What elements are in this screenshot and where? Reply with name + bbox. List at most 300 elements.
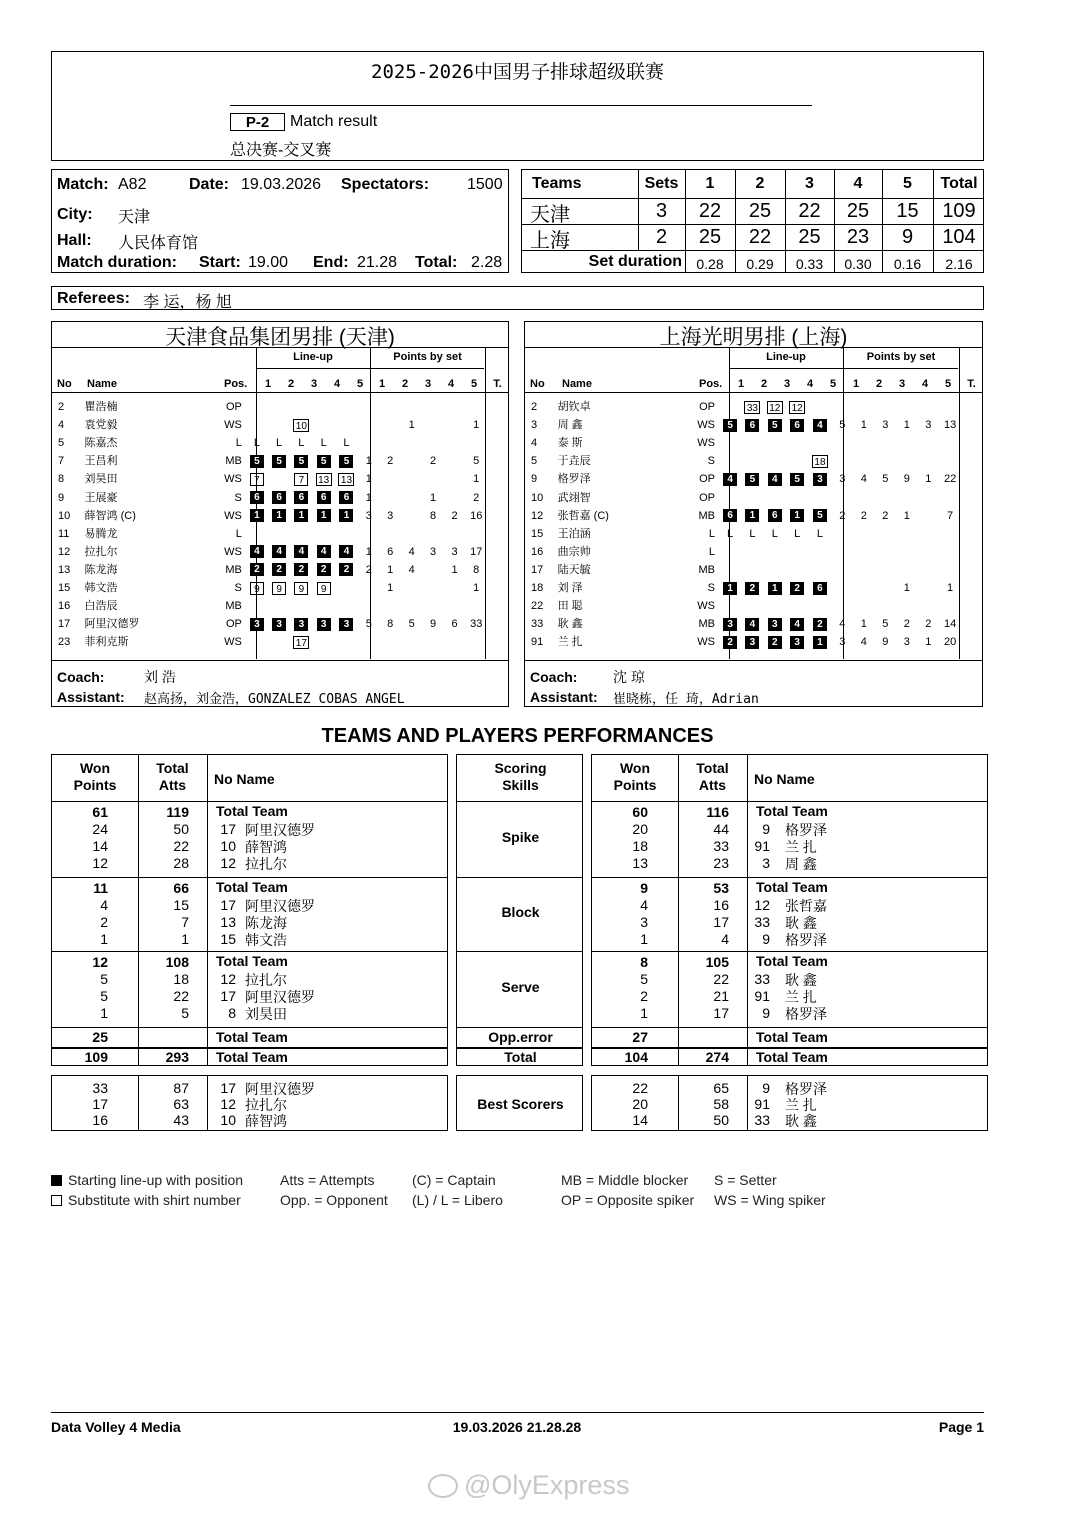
starting-position-box: 5 [250, 455, 264, 468]
set4-duration: 0.30 [844, 256, 872, 272]
player-row [52, 525, 510, 543]
starting-position-box: 2 [339, 563, 353, 576]
points-set-5 [444, 579, 465, 597]
points-set-2 [380, 525, 401, 543]
player-pos: WS [697, 636, 715, 649]
total-header: Total [156, 760, 189, 776]
date-label: Date: [189, 176, 230, 193]
points-set-5: 1 [925, 636, 932, 649]
p5-header: 5 [470, 378, 478, 390]
lineup-set-1 [719, 434, 741, 452]
starting-position-box: 6 [294, 491, 308, 504]
player-name: 格罗泽 [785, 822, 827, 838]
player-row [52, 470, 510, 488]
points-set-2 [853, 525, 875, 543]
legend-mb: MB = Middle blocker [561, 1172, 689, 1188]
points-set-2 [380, 398, 401, 416]
starting-position-box: 6 [723, 509, 737, 522]
won-points: 20 [632, 821, 648, 837]
points-set-3: 4 [408, 545, 415, 558]
points-set-2 [853, 488, 875, 506]
lineup-set-1 [719, 561, 741, 579]
starting-position-box: 2 [768, 636, 782, 649]
player-pos: S [707, 455, 715, 468]
player-name: 菲利克斯 [84, 636, 129, 649]
footer-right: Page 1 [938, 1419, 984, 1435]
lineup-set-5 [808, 525, 831, 543]
lineup-set-5 [335, 597, 358, 615]
starting-position-box: 5 [294, 455, 308, 468]
points-set-1 [832, 398, 854, 416]
lineup-set-2 [268, 398, 290, 416]
score-team-a: 天津 [530, 204, 570, 226]
lu5-header: 5 [829, 378, 837, 390]
lineup-set-4 [313, 597, 335, 615]
player-no: 16 [531, 545, 544, 558]
points-set-3 [875, 543, 897, 561]
p4-header: 4 [447, 378, 455, 390]
won-points: 13 [632, 855, 648, 871]
best-scorers-left [51, 1075, 448, 1131]
points-by-set-header: Points by set [393, 351, 462, 363]
points-set-5 [918, 452, 940, 470]
player-total [939, 452, 961, 470]
player-pos: L [235, 437, 242, 450]
total-atts: 274 [705, 1049, 729, 1065]
lineup-set-2 [741, 633, 763, 651]
player-pos: S [707, 581, 715, 594]
points-set-5: 1 [925, 473, 932, 486]
header-box [51, 51, 984, 161]
points-set-5 [918, 398, 940, 416]
player-no: 3 [762, 855, 770, 871]
total-team-label: Total Team [216, 803, 288, 819]
won-points: 25 [92, 1029, 108, 1045]
won-points: 5 [640, 971, 648, 987]
points-set-2 [380, 488, 401, 506]
player-row [52, 398, 510, 416]
player-name: 韩文浩 [245, 932, 287, 948]
player-no: 9 [762, 931, 770, 947]
starting-position-box: 6 [790, 419, 804, 432]
player-total [939, 543, 961, 561]
lineup-set-2 [268, 434, 290, 452]
points-set-4: 1 [430, 491, 437, 504]
won-points: 2 [640, 988, 648, 1004]
legend-opp: Opp. = Opponent [280, 1192, 388, 1208]
lineup-set-1 [719, 633, 741, 651]
lineup-set-1 [719, 507, 741, 525]
points-set-4: 2 [903, 618, 910, 631]
starting-position-box: 2 [790, 582, 804, 595]
team-b-roster [524, 321, 983, 707]
lineup-set-2 [268, 416, 290, 434]
player-name: 于垚辰 [557, 455, 591, 468]
player-no: 9 [58, 491, 65, 504]
starting-position-box: 1 [768, 582, 782, 595]
player-pos: MB [225, 455, 242, 468]
score-header-total: Total [940, 175, 978, 192]
points-set-4 [422, 579, 443, 597]
player-name: 武翊智 [557, 491, 591, 504]
lineup-set-5 [335, 633, 358, 651]
won-points: 5 [100, 988, 108, 1004]
points-set-3: 5 [882, 618, 889, 631]
lineup-set-4 [786, 633, 808, 651]
points-set-3 [401, 488, 422, 506]
won-points: 1 [640, 1005, 648, 1021]
score-a-s5: 15 [896, 200, 919, 222]
libero-mark: L [816, 527, 824, 540]
player-row [525, 525, 984, 543]
player-name: 白浩辰 [84, 600, 118, 613]
lineup-set-4 [786, 597, 808, 615]
points-set-1 [358, 525, 379, 543]
player-name: 格罗泽 [557, 473, 591, 486]
points-header: Points [73, 777, 117, 793]
scoring-header: Scoring [494, 760, 547, 776]
lineup-set-3 [764, 597, 786, 615]
total-atts: 7 [181, 914, 189, 930]
lu2-header: 2 [760, 378, 768, 390]
lineup-set-3 [290, 525, 312, 543]
lineup-set-5 [335, 615, 358, 633]
total-value: 2.28 [471, 254, 503, 271]
lineup-set-3 [290, 633, 312, 651]
total-atts: 17 [713, 1005, 729, 1021]
score-b-s4: 23 [846, 226, 870, 248]
player-total: 5 [473, 455, 480, 468]
lineup-set-5 [808, 507, 831, 525]
player-name: 兰 扎 [785, 1097, 817, 1113]
points-set-1: 2 [365, 563, 372, 576]
lineup-set-4 [786, 579, 808, 597]
points-set-1: 3 [839, 636, 846, 649]
player-no: 33 [531, 618, 544, 631]
team-b-assistant: 崔晓栋，任 琦，Adrian [613, 692, 759, 707]
points-set-5 [444, 452, 465, 470]
starting-position-box: 1 [317, 509, 331, 522]
lineup-set-2 [741, 416, 763, 434]
points-set-3 [401, 398, 422, 416]
points-header: Points [613, 777, 657, 793]
player-name: 阿里汉德罗 [245, 898, 315, 914]
player-row [525, 561, 984, 579]
points-set-2: 1 [860, 618, 867, 631]
substitute-number-box: 13 [316, 473, 332, 486]
points-set-3 [875, 525, 897, 543]
hall-value: 人民体育馆 [118, 235, 199, 252]
player-name: 兰 扎 [557, 636, 583, 649]
starting-position-box: 1 [272, 509, 286, 522]
points-set-1 [832, 597, 854, 615]
p1-header: 1 [378, 378, 386, 390]
lineup-set-3 [290, 488, 312, 506]
points-set-2 [853, 398, 875, 416]
total-atts: 18 [173, 971, 189, 987]
player-no: 4 [58, 419, 65, 432]
starting-position-box: 3 [294, 618, 308, 631]
total-label: Total: [415, 254, 458, 271]
score-header-set4: 4 [853, 175, 863, 192]
page-title: 2025-2026中国男子排球超级联赛 [371, 61, 664, 83]
p5-header: 5 [944, 378, 952, 390]
lineup-set-2 [268, 633, 290, 651]
points-set-5: 3 [451, 545, 458, 558]
starting-position-box: 5 [723, 419, 737, 432]
no-header: No [530, 378, 545, 390]
points-set-3 [875, 561, 897, 579]
starting-position-box: 2 [272, 563, 286, 576]
points-set-1: 3 [839, 473, 846, 486]
player-no: 9 [762, 821, 770, 837]
starting-position-box: 6 [813, 582, 827, 595]
starting-position-box: 3 [813, 473, 827, 486]
lineup-set-3 [764, 561, 786, 579]
lineup-set-5 [335, 470, 358, 488]
total-atts: 66 [173, 880, 189, 896]
starting-position-box: 4 [250, 545, 264, 558]
name-header: Name [87, 378, 117, 390]
lineup-set-1 [719, 470, 741, 488]
total-atts: 21 [713, 988, 729, 1004]
player-pos: MB [698, 618, 715, 631]
end-value: 21.28 [357, 254, 398, 271]
set1-duration: 0.28 [696, 256, 724, 272]
player-no: 15 [531, 527, 544, 540]
lineup-set-5 [808, 579, 831, 597]
starting-position-box: 3 [745, 636, 759, 649]
points-set-2 [380, 434, 401, 452]
spectators-value: 1500 [467, 176, 503, 193]
no-name-header: No Name [214, 771, 275, 787]
score-a-s2: 25 [748, 200, 772, 222]
team-b-assistant-label: Assistant: [530, 689, 598, 705]
won-points: 104 [624, 1049, 648, 1065]
points-set-3 [401, 507, 422, 525]
points-set-4 [422, 470, 443, 488]
points-set-5: 6 [451, 618, 458, 631]
lineup-set-4 [786, 470, 808, 488]
title-rule [230, 105, 812, 106]
libero-mark: L [771, 527, 778, 540]
lineup-set-3 [764, 633, 786, 651]
player-row [52, 416, 510, 434]
watermark-text: @OlyExpress [464, 1470, 630, 1500]
total-header: Total [696, 760, 729, 776]
score-b-s2: 22 [748, 226, 772, 248]
player-row [52, 633, 510, 651]
p3-header: 3 [898, 378, 906, 390]
lineup-set-1 [246, 434, 268, 452]
substitute-number-box: 10 [293, 419, 309, 432]
player-pos: L [235, 527, 242, 540]
total-atts: 33 [713, 838, 729, 854]
won-points: 4 [100, 897, 108, 913]
lineup-set-4 [313, 633, 335, 651]
skill-serve: Serve [501, 979, 540, 995]
lineup-set-2 [268, 615, 290, 633]
points-set-2 [380, 416, 401, 434]
total-atts: 22 [173, 988, 189, 1004]
player-name: 陈龙海 [84, 563, 118, 576]
player-row [525, 633, 984, 651]
points-set-4 [896, 488, 918, 506]
points-set-1 [358, 416, 379, 434]
points-set-1: 1 [365, 545, 372, 558]
player-no: 17 [220, 1080, 236, 1096]
points-set-3 [875, 579, 897, 597]
lineup-set-4 [313, 452, 335, 470]
won-points: 5 [100, 971, 108, 987]
referees-box [51, 286, 984, 310]
legend-starting [51, 1172, 243, 1188]
points-set-2: 1 [387, 581, 394, 594]
points-set-2 [380, 633, 401, 651]
player-pos: MB [225, 563, 242, 576]
points-set-4 [422, 561, 443, 579]
player-pos: WS [697, 600, 715, 613]
points-set-2 [853, 452, 875, 470]
libero-mark: L [320, 437, 327, 450]
player-no: 8 [228, 1005, 236, 1021]
legend-atts: Atts = Attempts [280, 1172, 375, 1188]
player-no: 91 [754, 1096, 770, 1112]
lineup-set-1 [719, 452, 741, 470]
player-total [939, 434, 961, 452]
total-atts: 58 [713, 1096, 729, 1112]
starting-position-box: 1 [790, 509, 804, 522]
substitute-number-box: 17 [293, 636, 309, 649]
lineup-set-3 [764, 398, 786, 416]
lineup-set-4 [313, 543, 335, 561]
player-row [525, 597, 984, 615]
player-pos: WS [224, 473, 242, 486]
starting-position-box: 1 [339, 509, 353, 522]
player-total: 2 [473, 491, 480, 504]
lineup-header: Line-up [766, 351, 806, 363]
player-total: 16 [470, 509, 483, 522]
lineup-set-5 [808, 597, 831, 615]
score-header-teams: Teams [532, 175, 582, 192]
points-set-1 [832, 561, 854, 579]
lineup-set-1 [719, 416, 741, 434]
total-atts: 15 [173, 897, 189, 913]
lineup-set-1 [246, 633, 268, 651]
player-no: 9 [762, 1080, 770, 1096]
lineup-set-5 [335, 543, 358, 561]
substitute-number-box: 9 [317, 582, 331, 595]
points-set-1: 3 [365, 509, 372, 522]
player-pos: OP [225, 401, 242, 414]
starting-position-box: 6 [745, 419, 759, 432]
player-pos: S [234, 581, 242, 594]
points-set-5 [918, 543, 940, 561]
starting-position-box: 4 [768, 473, 782, 486]
footer-left: Data Volley 4 Media [51, 1419, 181, 1435]
footer-rule [51, 1412, 984, 1413]
lineup-set-1 [246, 452, 268, 470]
team-a-players [52, 398, 510, 651]
lineup-set-1 [719, 579, 741, 597]
points-set-1 [832, 579, 854, 597]
libero-mark: L [253, 437, 260, 450]
lineup-set-2 [741, 398, 763, 416]
t-header: T. [967, 378, 976, 390]
total-team-label: Total Team [216, 1049, 288, 1065]
player-no: 9 [762, 1005, 770, 1021]
p4-header: 4 [921, 378, 929, 390]
player-no: 22 [531, 600, 544, 613]
player-no: 13 [220, 914, 236, 930]
points-set-5: 3 [925, 419, 932, 432]
points-set-5 [918, 507, 940, 525]
lineup-set-2 [268, 525, 290, 543]
starting-position-box: 5 [745, 473, 759, 486]
lineup-set-4 [313, 579, 335, 597]
player-no: 33 [754, 971, 770, 987]
player-total [465, 597, 487, 615]
set-duration-label: Set duration [588, 253, 682, 270]
player-no: 12 [58, 545, 71, 558]
points-set-3 [875, 452, 897, 470]
player-no: 12 [754, 897, 770, 913]
player-no: 12 [220, 855, 236, 871]
points-set-3: 9 [882, 636, 889, 649]
total-team-label: Total Team [756, 879, 828, 895]
player-row [52, 615, 510, 633]
player-pos: WS [224, 636, 242, 649]
player-no: 17 [220, 897, 236, 913]
best-scorers-label: Best Scorers [477, 1096, 564, 1112]
player-no: 15 [58, 581, 71, 594]
player-pos: OP [699, 491, 715, 504]
no-name-header: No Name [754, 771, 815, 787]
player-no: 23 [58, 636, 71, 649]
player-name: 田 聪 [557, 600, 583, 613]
player-name: 周 鑫 [785, 856, 817, 872]
lineup-set-3 [290, 452, 312, 470]
lineup-set-5 [808, 434, 831, 452]
player-no: 12 [220, 1096, 236, 1112]
lineup-set-4 [313, 507, 335, 525]
points-set-4 [896, 561, 918, 579]
score-a-s1: 22 [698, 200, 722, 222]
lineup-set-2 [741, 579, 763, 597]
lineup-set-1 [719, 543, 741, 561]
player-name: 陆天毓 [557, 563, 591, 576]
lu3-header: 3 [783, 378, 791, 390]
player-pos: S [234, 491, 242, 504]
starting-position-box: 4 [813, 419, 827, 432]
lineup-set-5 [808, 561, 831, 579]
player-total [465, 434, 487, 452]
lineup-set-4 [786, 398, 808, 416]
perf-left-table [51, 754, 448, 1066]
points-set-5 [444, 434, 465, 452]
total-team-label: Total Team [756, 1049, 828, 1065]
starting-position-box: 4 [339, 545, 353, 558]
libero-mark: L [276, 437, 283, 450]
points-set-2 [853, 597, 875, 615]
lineup-set-5 [335, 507, 358, 525]
won-points: 61 [92, 804, 108, 820]
substitute-number-box: 33 [744, 401, 760, 414]
points-set-5 [918, 488, 940, 506]
pos-header: Pos. [699, 378, 723, 390]
points-set-3: 5 [882, 473, 889, 486]
match-id: A82 [118, 176, 147, 193]
